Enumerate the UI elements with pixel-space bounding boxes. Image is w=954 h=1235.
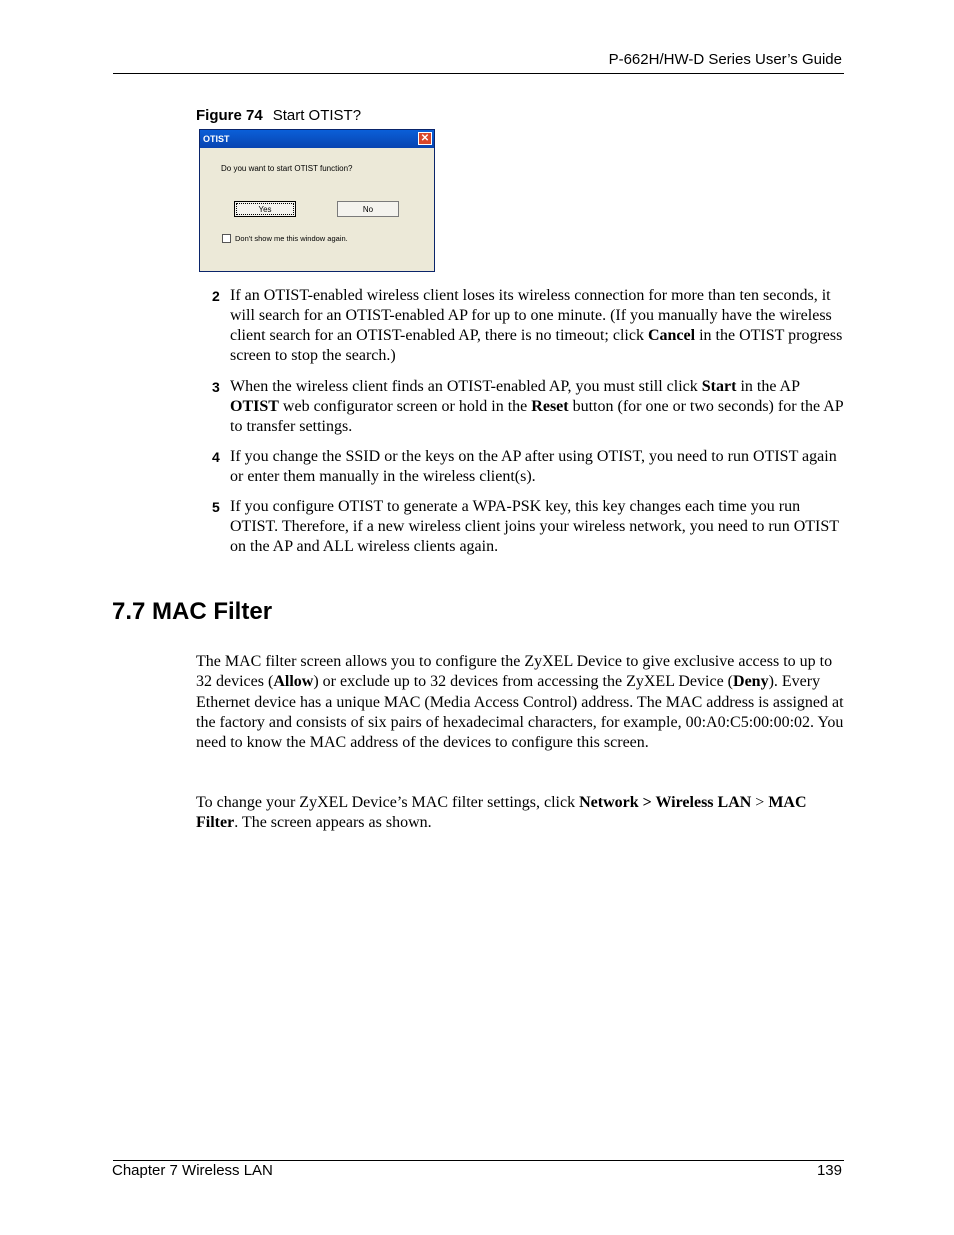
figure-label: Figure 74 [196, 107, 263, 124]
footer-chapter: Chapter 7 Wireless LAN [112, 1162, 273, 1179]
figure-caption [196, 107, 361, 124]
dont-show-row[interactable] [222, 234, 348, 243]
step-text: If you change the SSID or the keys on the AP after using OTIST, you need to run OTIST again or enter them manually in the wireless client(s). [230, 448, 837, 485]
section-paragraph-1: The MAC filter screen allows you to configure the ZyXEL Device to give exclusive access to up to 32 devices (Allow) or exclude up to 32 devices from accessing the ZyXEL Device (Deny). Every Ethernet device has a unique MAC (Media Access Control) address. The MAC address is assigned at the factory and consists of six pairs of hexadecimal characters, for example, 00:A0:C5:00:00:02. You need to know the MAC address of the devices to configure this screen. [196, 653, 844, 752]
step-2 [212, 286, 852, 366]
step-number: 2 [212, 288, 220, 304]
otist-dialog [199, 129, 435, 272]
footer-rule [113, 1160, 844, 1161]
running-header: P-662H/HW-D Series User’s Guide [608, 51, 842, 68]
step-number: 5 [212, 499, 220, 515]
dont-show-label: Don't show me this window again. [235, 234, 348, 243]
step-text: If an OTIST-enabled wireless client loses its wireless connection for more than ten seconds, it will search for an OTIST-enabled AP for up to one minute. (If you manually have the wireless client search for an OTIST-enabled AP, there is no timeout; click Cancel in the OTIST progress screen to stop the search.) [230, 287, 843, 364]
yes-button[interactable]: Yes [234, 201, 296, 217]
step-text: When the wireless client finds an OTIST-enabled AP, you must still click Start in the AP OTIST web configurator screen or hold in the Reset button (for one or two seconds) for the AP to transfer settings. [230, 378, 844, 435]
dont-show-checkbox[interactable] [222, 234, 231, 243]
header-rule [113, 73, 844, 74]
no-button[interactable]: No [337, 201, 399, 217]
step-4 [212, 447, 852, 487]
section-title: 7.7 MAC Filter [112, 598, 273, 625]
step-number: 4 [212, 449, 220, 465]
dialog-titlebar [200, 130, 434, 148]
close-icon[interactable]: ✕ [418, 132, 432, 145]
step-5 [212, 497, 852, 557]
dialog-question: Do you want to start OTIST function? [221, 164, 353, 173]
page-number: 139 [816, 1162, 842, 1179]
step-number: 3 [212, 379, 220, 395]
dialog-title: OTIST [203, 134, 230, 144]
figure-caption-text: Start OTIST? [272, 107, 362, 124]
section-paragraph-2: To change your ZyXEL Device’s MAC filter settings, click Network > Wireless LAN > MAC Filter. The screen appears as shown. [196, 794, 807, 832]
step-text: If you configure OTIST to generate a WPA-PSK key, this key changes each time you run OTIST. Therefore, if a new wireless client joins your wireless network, you need to run OTIST on the AP and ALL wireless clients again. [230, 498, 839, 555]
step-3 [212, 377, 852, 437]
